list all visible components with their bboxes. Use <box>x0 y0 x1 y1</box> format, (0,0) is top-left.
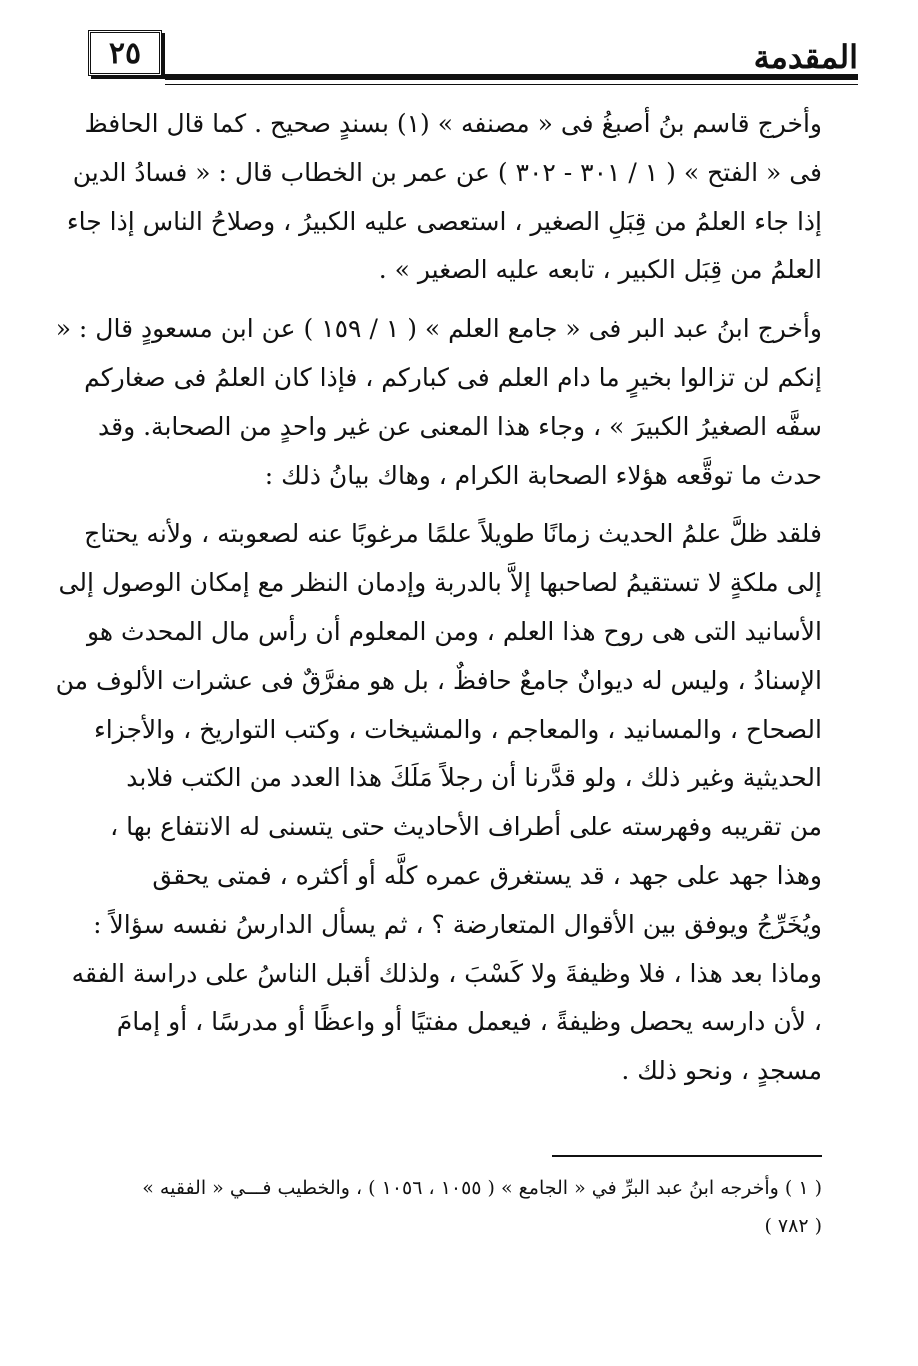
running-head: المقدمة <box>753 38 858 76</box>
paragraph-2 <box>55 305 822 500</box>
text-line: سفَّه الصغيرُ الكبيرَ » ، وجاء هذا المعنى عن غير واحدٍ من الصحابة. وقد <box>98 411 822 441</box>
text-line: الحديثية وغير ذلك ، ولو قدَّرنا أن رجلاً مَلَكَ هذا العدد من الكتب فلابد <box>126 763 822 793</box>
text-line: ويُخَرِّجُ ويوفق بين الأقوال المتعارضة ؟ ، ثم يسأل الدارسُ نفسه سؤالاً : <box>93 909 822 939</box>
page-number <box>88 30 162 76</box>
text-line: العلمُ من قِبَل الكبير ، تابعه عليه الصغير » . <box>378 255 822 285</box>
text-line: الأسانيد التى هى روح هذا العلم ، ومن المعلوم أن رأس مال المحدث هو <box>87 616 822 646</box>
text-line: وهذا جهد على جهد ، قد يستغرق عمره كلَّه أو أكثره ، فمتى يحقق <box>152 860 822 890</box>
text-line: فلقد ظلَّ علمُ الحديث زمانًا طويلاً علمًا مرغوبًا عنه لصعوبته ، ولأنه يحتاج <box>84 519 822 549</box>
footnote: ( ١ ) وأخرجه ابنُ عبد البرِّ في « الجامع » ( ١٠٥٥ ، ١٠٥٦ ) ، والخطيب فـــي « الفقيه » <box>142 1177 822 1199</box>
text-line: إذا جاء العلمُ من قِبَلِ الصغير ، استعصى عليه الكبيرُ ، وصلاحُ الناس إذا جاء <box>66 206 822 236</box>
paragraph-1 <box>66 100 822 295</box>
text-line: وماذا بعد هذا ، فلا وظيفةَ ولا كَسْبَ ، ولذلك أقبل الناسُ على دراسة الفقه <box>71 958 822 988</box>
paragraph-3 <box>55 510 822 1096</box>
footnote-continuation: ( ٧٨٢ ) <box>764 1215 822 1237</box>
text-line: الصحاح ، والمسانيد ، والمعاجم ، والمشيخات ، وكتب التواريخ ، والأجزاء <box>93 714 822 744</box>
text-line: وأخرج ابنُ عبد البر فى « جامع العلم » ( ١ / ١٥٩ ) عن ابن مسعودٍ قال : « <box>55 314 822 344</box>
text-line: من تقريبه وفهرسته على أطراف الأحاديث حتى يتسنى له الانتفاع بها ، <box>110 812 822 842</box>
text-line: إنكم لن تزالوا بخيرٍ ما دام العلم فى كباركم ، فإذا كان العلمُ فى صغاركم <box>84 362 822 392</box>
header-rule <box>165 74 858 80</box>
text-line: فى « الفتح » ( ١ / ٣٠١ - ٣٠٢ ) عن عمر بن الخطاب قال : « فسادُ الدين <box>72 157 822 187</box>
text-line: إلى ملكةٍ لا تستقيمُ لصاحبها إلاَّ بالدربة وإدمان النظر مع إمكان الوصول إلى <box>58 568 822 598</box>
text-line: ، لأن دارسه يحصل وظيفةً ، فيعمل مفتيًا أو واعظًا أو مدرسًا ، أو إمامَ <box>116 1007 822 1037</box>
header-rule-thin <box>165 84 858 85</box>
text-line: وأخرج قاسم بنُ أصبغُ فى « مصنفه » (١) بسندٍ صحيح . كما قال الحافظ <box>84 109 822 138</box>
text-line: مسجدٍ ، ونحو ذلك . <box>621 1056 822 1086</box>
page-number-text: ٢٥ <box>108 35 142 71</box>
text-line: حدث ما توقَّعه هؤلاء الصحابة الكرام ، وهاك بيانُ ذلك : <box>264 460 822 490</box>
text-line: الإسنادُ ، وليس له ديوانٌ جامعٌ حافظٌ ، بل هو مفرَّقٌ فى عشرات الألوف من <box>55 665 822 695</box>
body-text <box>55 100 822 1096</box>
footnote-separator <box>552 1155 822 1157</box>
